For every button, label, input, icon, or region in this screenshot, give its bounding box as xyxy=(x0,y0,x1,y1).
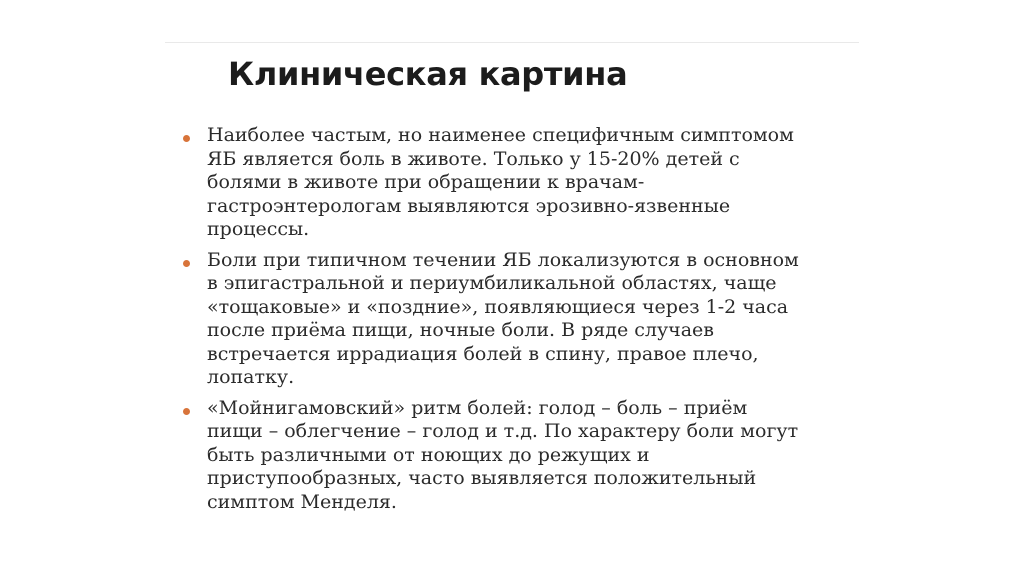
bullet-dot-icon xyxy=(183,408,190,415)
bullet-line: приступообразных, часто выявляется положительный xyxy=(207,467,757,489)
bullet-item-2 xyxy=(180,249,840,390)
bullet-item-1 xyxy=(180,124,840,242)
bullet-line: симптом Менделя. xyxy=(207,490,397,513)
bullet-line: быть различными от ноющих до режущих и xyxy=(207,443,650,466)
bullet-line: «Мойнигамовский» ритм болей: голод – боль – приём xyxy=(207,396,748,419)
bullet-line: встречается иррадиация болей в спину, правое плечо, xyxy=(207,342,759,365)
bullet-line: процессы. xyxy=(207,218,310,240)
bullet-line: болями в животе при обращении к врачам- xyxy=(207,171,645,193)
bullet-item-3 xyxy=(180,397,840,515)
bullet-text xyxy=(207,124,840,242)
top-divider xyxy=(165,42,859,43)
bullet-line: в эпигастральной и периумбиликальной областях, чаще xyxy=(207,272,777,294)
bullet-text xyxy=(207,249,840,390)
bullet-line: после приёма пищи, ночные боли. В ряде случаев xyxy=(207,319,714,341)
bullet-line: Боли при типичном течении ЯБ локализуются в основном xyxy=(207,248,799,271)
bullet-text xyxy=(207,397,840,515)
bullet-dot-icon xyxy=(183,135,190,142)
bullet-line: лопатку. xyxy=(207,366,295,388)
bullet-line: Наиболее частым, но наименее специфичным симптомом xyxy=(207,124,794,146)
bullet-line: «тощаковые» и «поздние», появляющиеся через 1-2 часа xyxy=(207,295,789,318)
slide-title: Клиническая картина xyxy=(228,55,628,93)
bullet-list xyxy=(180,124,840,521)
bullet-line: ЯБ является боль в животе. Только у 15-20% детей с xyxy=(207,147,740,170)
bullet-line: пищи – облегчение – голод и т.д. По характеру боли могут xyxy=(207,420,799,442)
bullet-dot-icon xyxy=(183,260,190,267)
bullet-line: гастроэнтерологам выявляются эрозивно-язвенные xyxy=(207,194,731,217)
